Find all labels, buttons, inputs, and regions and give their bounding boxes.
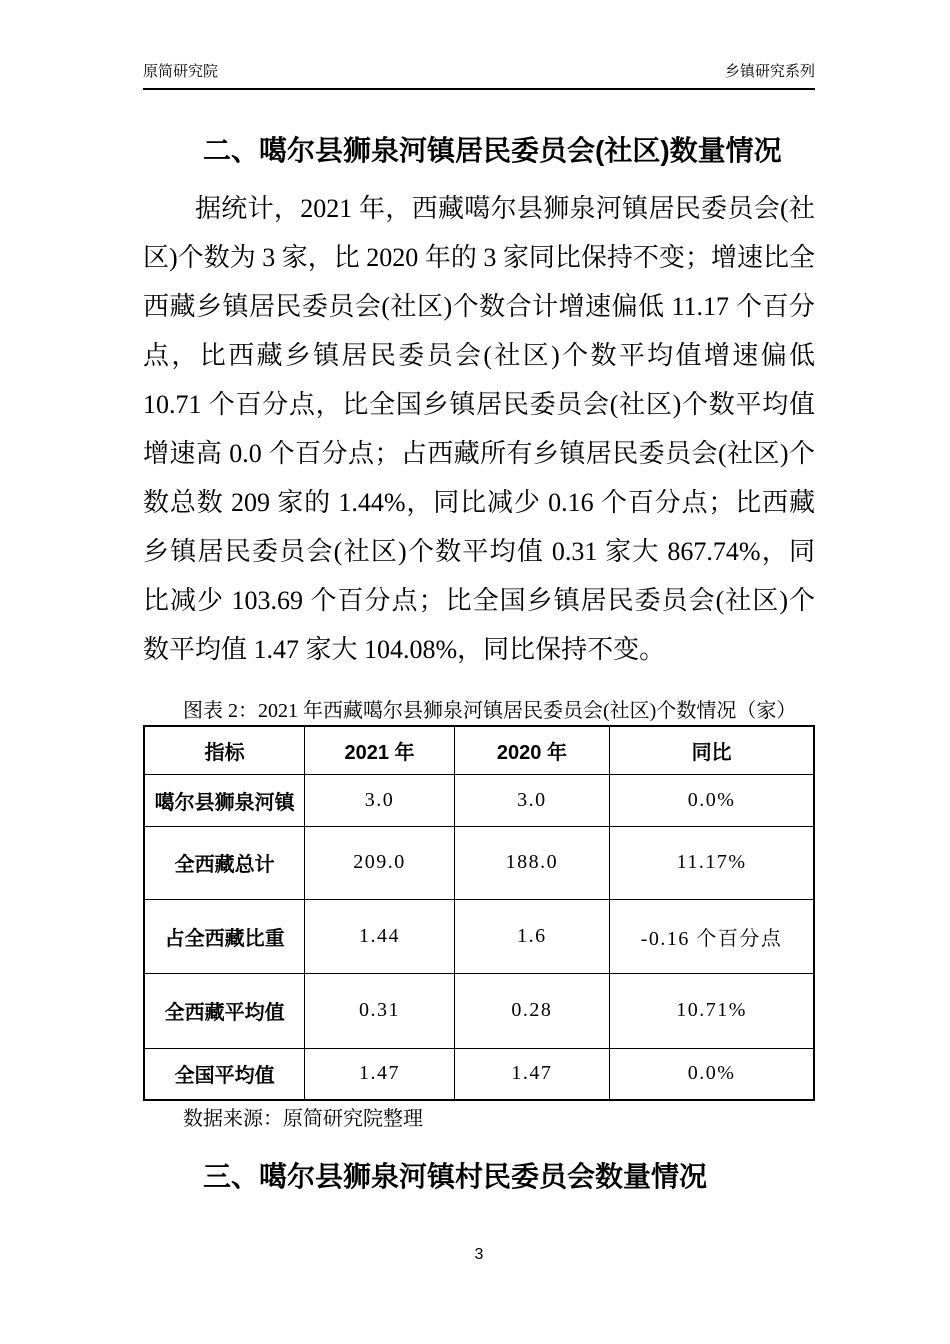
paragraph-line: 增速高 0.0 个百分点；占西藏所有乡镇居民委员会(社区)个 (143, 439, 815, 468)
paragraph-line: 数总数 209 家的 1.44%，同比减少 0.16 个百分点；比西藏 (143, 488, 815, 517)
paragraph-line: 据统计，2021 年，西藏噶尔县狮泉河镇居民委员会(社 (195, 194, 815, 223)
cell-2021-value: 1.44 (305, 899, 454, 973)
row-label: 占全西藏比重 (144, 899, 305, 973)
page-number: 3 (474, 1246, 484, 1263)
cell-yoy-value: 0.0% (610, 1048, 814, 1100)
cell-yoy-value: 10.71% (610, 973, 814, 1048)
row-label: 全西藏总计 (144, 826, 305, 899)
cell-2020-value: 1.6 (454, 899, 609, 973)
table-header-2021: 2021 年 (305, 726, 454, 774)
table-row (144, 826, 814, 899)
table-row (144, 1048, 814, 1100)
figure-caption: 图表 2：2021 年西藏噶尔县狮泉河镇居民委员会(社区)个数情况（家） (183, 700, 797, 722)
table-row (144, 973, 814, 1048)
header-left-text: 原简研究院 (143, 63, 219, 80)
table-header-yoy: 同比 (610, 726, 814, 774)
paragraph-line: 比减少 103.69 个百分点；比全国乡镇居民委员会(社区)个 (143, 586, 815, 615)
paragraph-line: 数平均值 1.47 家大 104.08%，同比保持不变。 (143, 635, 666, 664)
table-row (144, 899, 814, 973)
cell-2021-value: 0.31 (305, 973, 454, 1048)
row-label: 全西藏平均值 (144, 973, 305, 1048)
cell-yoy-value: 11.17% (610, 826, 814, 899)
data-source-note: 数据来源：原简研究院整理 (183, 1108, 423, 1130)
cell-2020-value: 0.28 (454, 973, 609, 1048)
paragraph-line: 10.71 个百分点，比全国乡镇居民委员会(社区)个数平均值 (143, 390, 815, 419)
section3-title: 三、噶尔县狮泉河镇村民委员会数量情况 (203, 1161, 708, 1192)
cell-yoy-value: -0.16 个百分点 (610, 899, 814, 973)
header-right-text: 乡镇研究系列 (724, 63, 815, 80)
table-header-indicator: 指标 (144, 726, 305, 774)
figure2-data-table (143, 725, 815, 1101)
paragraph-line: 区)个数为 3 家，比 2020 年的 3 家同比保持不变；增速比全 (143, 243, 815, 272)
table-header-2020: 2020 年 (454, 726, 609, 774)
cell-2020-value: 3.0 (454, 774, 609, 826)
row-label: 全国平均值 (144, 1048, 305, 1100)
row-label: 噶尔县狮泉河镇 (144, 774, 305, 826)
paragraph-line: 西藏乡镇居民委员会(社区)个数合计增速偏低 11.17 个百分 (143, 292, 815, 321)
body-paragraph (143, 184, 815, 674)
table-header-row (144, 726, 814, 774)
cell-2020-value: 1.47 (454, 1048, 609, 1100)
cell-2021-value: 1.47 (305, 1048, 454, 1100)
cell-2021-value: 209.0 (305, 826, 454, 899)
cell-2021-value: 3.0 (305, 774, 454, 826)
paragraph-line: 点，比西藏乡镇居民委员会(社区)个数平均值增速偏低 (143, 341, 815, 370)
paragraph-line: 乡镇居民委员会(社区)个数平均值 0.31 家大 867.74%，同 (143, 537, 815, 566)
cell-yoy-value: 0.0% (610, 774, 814, 826)
cell-2020-value: 188.0 (454, 826, 609, 899)
section2-title: 二、噶尔县狮泉河镇居民委员会(社区)数量情况 (203, 135, 782, 166)
table-row (144, 774, 814, 826)
header-divider-line (143, 88, 815, 90)
running-header (143, 62, 815, 82)
